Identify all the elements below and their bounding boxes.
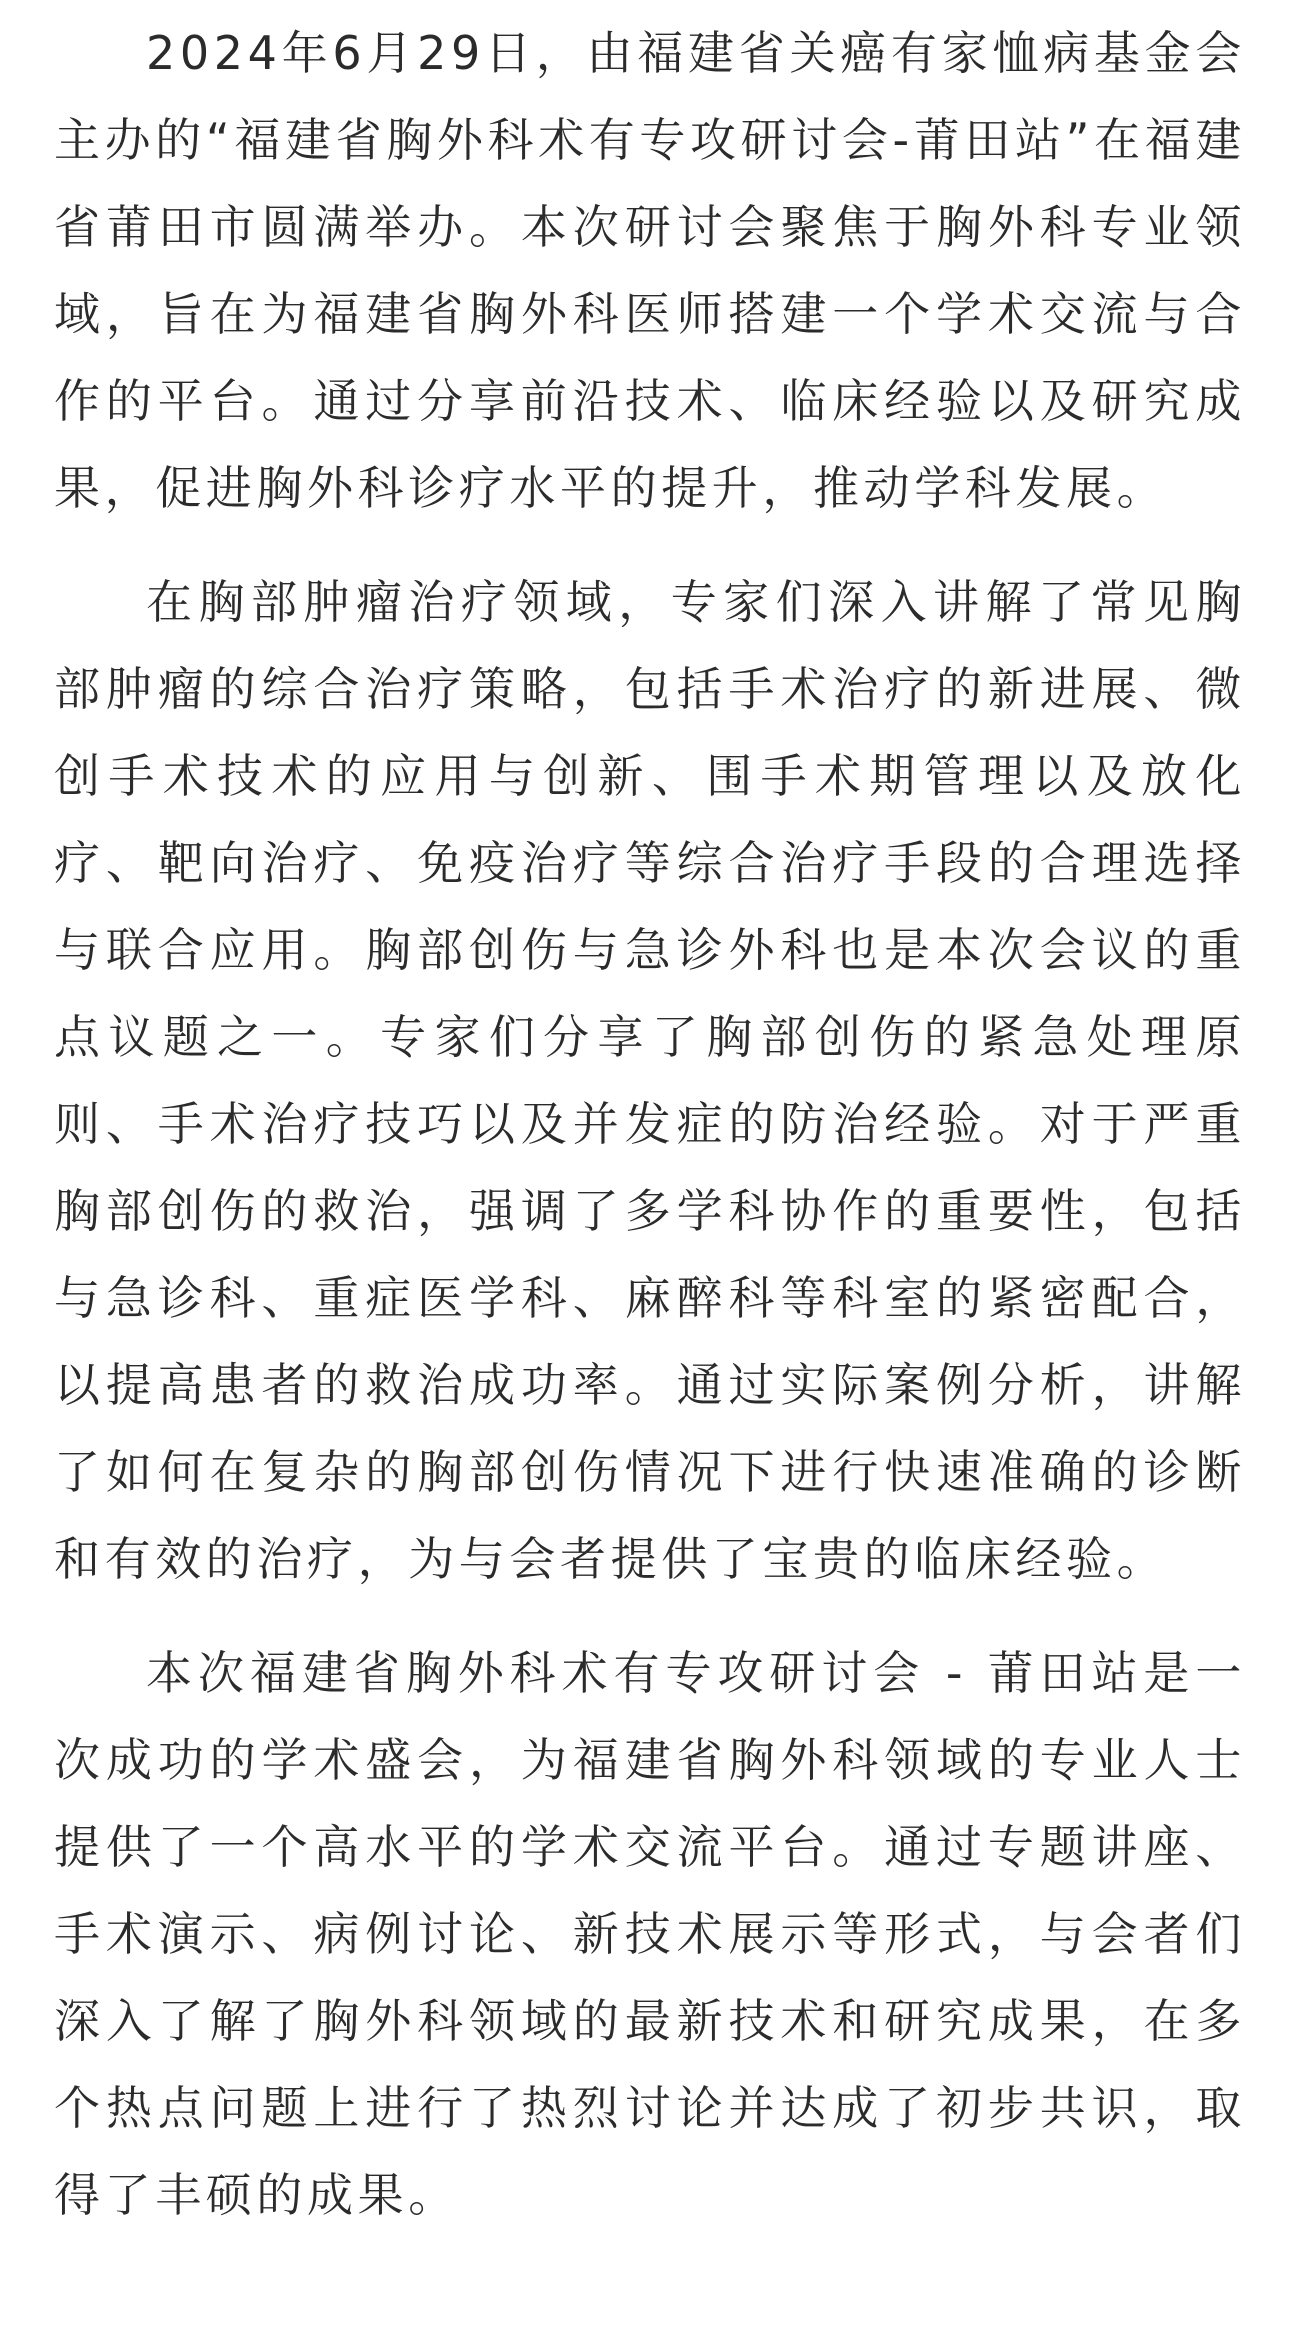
paragraph-intro: 2024年6月29日，由福建省关癌有家恤病基金会主办的“福建省胸外科术有专攻研讨会-莆田站”在福建省莆田市圆满举办。本次研讨会聚焦于胸外科专业领域，旨在为福建省胸外科医师搭建一个学术交流与合作的平台。通过分享前沿技术、临床经验以及研究成果，促进胸外科诊疗水平的提升，推动学科发展。: [54, 26, 1246, 515]
paragraph-treatment: 在胸部肿瘤治疗领域，专家们深入讲解了常见胸部肿瘤的综合治疗策略，包括手术治疗的新进展、微创手术技术的应用与创新、围手术期管理以及放化疗、靶向治疗、免疫治疗等综合治疗手段的合理选择与联合应用。胸部创伤与急诊外科也是本次会议的重点议题之一。专家们分享了胸部创伤的紧急处理原则、手术治疗技巧以及并发症的防治经验。对于严重胸部创伤的救治，强调了多学科协作的重要性，包括与急诊科、重症医学科、麻醉科等科室的紧密配合，以提高患者的救治成功率。通过实际案例分析，讲解了如何在复杂的胸部创伤情况下进行快速准确的诊断和有效的治疗，为与会者提供了宝贵的临床经验。: [54, 575, 1246, 1586]
paragraph-summary: 本次福建省胸外科术有专攻研讨会 - 莆田站是一次成功的学术盛会，为福建省胸外科领域的专业人士提供了一个高水平的学术交流平台。通过专题讲座、手术演示、病例讨论、新技术展示等形式，与会者们深入了解了胸外科领域的最新技术和研究成果，在多个热点问题上进行了热烈讨论并达成了初步共识，取得了丰硕的成果。: [54, 1646, 1246, 2222]
article-body: [54, 10, 1246, 2266]
